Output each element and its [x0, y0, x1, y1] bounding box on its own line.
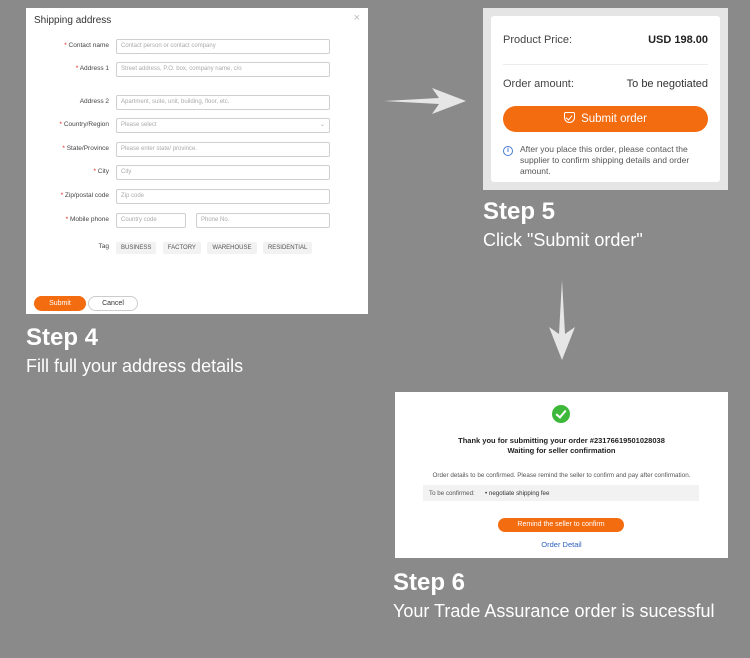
- field-row-zip: [26, 189, 368, 205]
- info-icon: i: [503, 146, 513, 156]
- thanks-line: Thank you for submitting your order #23176619501028038: [458, 436, 665, 445]
- field-label-city: * City: [93, 168, 109, 175]
- submit-order-button[interactable]: [503, 106, 708, 132]
- close-icon[interactable]: ×: [353, 12, 360, 24]
- tag-warehouse[interactable]: WAREHOUSE: [207, 242, 256, 254]
- product-price-value: USD 198.00: [648, 34, 708, 46]
- field-label-address-2: Address 2: [79, 98, 109, 105]
- submit-button[interactable]: Submit: [34, 296, 86, 311]
- step-6-description: Your Trade Assurance order is sucessful: [393, 601, 715, 621]
- contact-name-input[interactable]: Contact person or contact company: [116, 39, 330, 54]
- field-label-contact-name: * Contact name: [64, 42, 109, 49]
- step-5-title: Step 5: [483, 198, 556, 225]
- city-input[interactable]: City: [116, 165, 330, 180]
- step-4-description: Fill full your address details: [26, 356, 244, 376]
- field-label-zip: * Zip/postal code: [60, 192, 109, 199]
- arrow-right-icon: [384, 86, 468, 116]
- address-1-input[interactable]: Street address, P.O. box, company name, c/o: [116, 62, 330, 77]
- tag-business[interactable]: BUSINESS: [116, 242, 156, 254]
- confirmation-heading: [395, 436, 728, 456]
- country-select[interactable]: Please select ⌄: [116, 118, 330, 133]
- field-row-address-2: [26, 95, 368, 111]
- tag-residential[interactable]: RESIDENTIAL: [263, 242, 312, 254]
- cancel-button[interactable]: Cancel: [88, 296, 138, 311]
- zip-code-input[interactable]: Zip code: [116, 189, 330, 204]
- field-label-tag: Tag: [98, 243, 109, 250]
- field-row-mobile: [26, 213, 368, 229]
- step-6-title: Step 6: [393, 569, 466, 596]
- field-label-address-1: * Address 1: [75, 65, 109, 72]
- arrow-down-icon: [545, 280, 579, 362]
- chevron-down-icon: ⌄: [319, 122, 325, 128]
- product-price-row: [503, 34, 708, 46]
- order-amount-value: To be negotiated: [626, 78, 708, 90]
- success-check-icon: [552, 405, 570, 423]
- order-confirmation-panel: [395, 392, 728, 558]
- remind-seller-button[interactable]: Remind the seller to confirm: [498, 518, 624, 532]
- field-row-country: [26, 118, 368, 134]
- submit-order-label: Submit order: [581, 113, 647, 125]
- tag-group: [116, 236, 316, 257]
- order-detail-link[interactable]: Order Detail: [541, 540, 582, 549]
- confirmation-note: Order details to be confirmed. Please remind the seller to confirm and pay after confirmation.: [432, 472, 691, 479]
- field-row-city: [26, 165, 368, 181]
- dialog-title: Shipping address: [34, 15, 112, 26]
- field-label-country: * Country/Region: [59, 121, 109, 128]
- info-text: After you place this order, please contact the supplier to confirm shipping details and order amount.: [520, 144, 690, 176]
- step-5-description: Click "Submit order": [483, 230, 643, 250]
- field-label-mobile: * Mobile phone: [65, 216, 109, 223]
- field-row-address-1: [26, 62, 368, 78]
- field-label-state: * State/Province: [62, 145, 109, 152]
- to-be-confirmed-item: • negotiate shipping fee: [485, 490, 550, 497]
- phone-number-input[interactable]: Phone No.: [196, 213, 330, 228]
- order-amount-row: [503, 78, 708, 90]
- shipping-address-dialog: [26, 8, 368, 314]
- waiting-line: Waiting for seller confirmation: [507, 446, 616, 455]
- field-row-state: [26, 142, 368, 158]
- order-summary-card: [491, 16, 720, 182]
- divider: [503, 64, 708, 65]
- shield-check-icon: [564, 112, 575, 123]
- step-4-title: Step 4: [26, 324, 99, 351]
- to-be-confirmed-label: To be confirmed:: [429, 490, 475, 497]
- order-summary-panel: [483, 8, 728, 190]
- tag-factory[interactable]: FACTORY: [163, 242, 201, 254]
- field-row-contact-name: [26, 39, 368, 55]
- order-amount-label: Order amount:: [503, 78, 574, 90]
- product-price-label: Product Price:: [503, 34, 573, 46]
- country-code-input[interactable]: Country code: [116, 213, 186, 228]
- address-2-input[interactable]: Apartment, suite, unit, building, floor, etc.: [116, 95, 330, 110]
- to-be-confirmed-box: [423, 485, 699, 501]
- state-input[interactable]: Please enter state/ province.: [116, 142, 330, 157]
